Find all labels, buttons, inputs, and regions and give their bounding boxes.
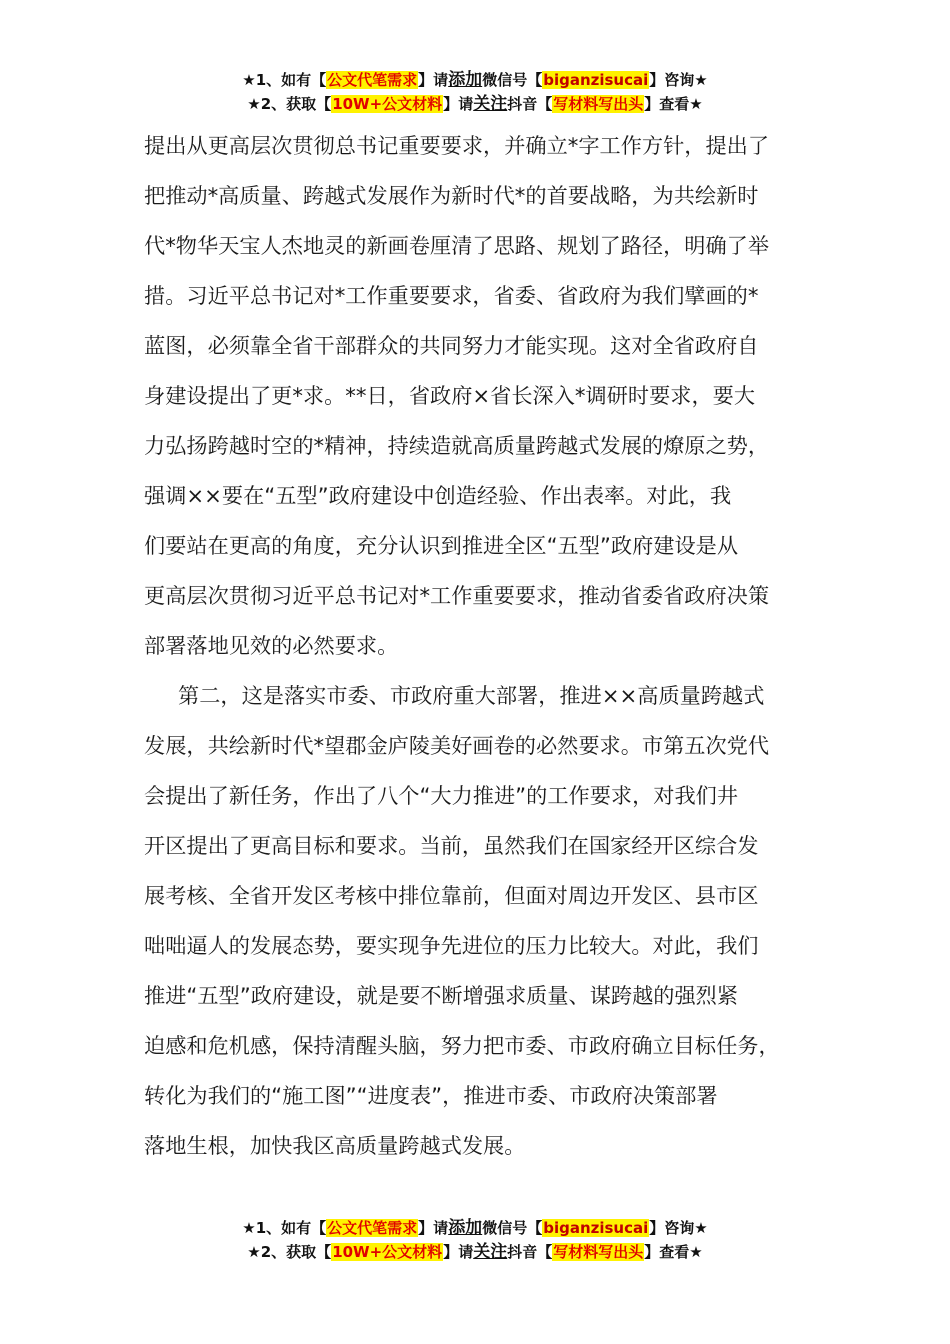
body-line: 把推动*高质量、跨越式发展作为新时代*的首要战略，为共绘新时 xyxy=(144,183,759,208)
banner-text: 】请 xyxy=(443,1243,474,1261)
banner-text: 抖音【 xyxy=(507,95,553,113)
body-line: 推进“五型”政府建设，就是要不断增强求质量、谋跨越的强烈紧 xyxy=(144,983,739,1008)
banner-line-1 xyxy=(0,1216,950,1240)
body-line: 身建设提出了更*求。**日，省政府×省长深入*调研时要求，要大 xyxy=(144,383,756,408)
banner-text: 】查看★ xyxy=(644,95,703,113)
body-line: 代*物华天宝人杰地灵的新画卷厘清了思路、规划了路径，明确了举 xyxy=(144,233,770,258)
banner-line-1 xyxy=(0,68,950,92)
body-line: 展考核、全省开发区考核中排位靠前，但面对周边开发区、县市区 xyxy=(144,883,759,908)
banner-text: 微信号【 xyxy=(482,71,543,89)
body-line: 发展，共绘新时代*望郡金庐陵美好画卷的必然要求。市第五次党代 xyxy=(144,733,770,758)
banner-text: ★1、如有【 xyxy=(242,1219,327,1237)
body-line: 强调××要在“五型”政府建设中创造经验、作出表率。对此，我 xyxy=(144,483,732,508)
banner-highlight: 公文代笔需求 xyxy=(327,1219,418,1237)
body-line: 措。习近平总书记对*工作重要要求，省委、省政府为我们擘画的* xyxy=(144,283,759,308)
body-line: 提出从更高层次贯彻总书记重要要求，并确立*字工作方针，提出了 xyxy=(144,133,770,158)
banner-text: ★2、获取【 xyxy=(247,95,332,113)
banner-text: 】请 xyxy=(418,71,449,89)
banner-emphasis: 关注 xyxy=(473,1242,508,1262)
banner-line-2 xyxy=(0,1240,950,1264)
body-line: 转化为我们的“施工图”“进度表”，推进市委、市政府决策部署 xyxy=(144,1083,718,1108)
body-line: 迫感和危机感，保持清醒头脑，努力把市委、市政府确立目标任务， xyxy=(144,1033,780,1058)
banner-emphasis: 添加 xyxy=(448,1218,483,1238)
banner-highlight: biganzisucai xyxy=(543,71,649,89)
banner-highlight: 10W+公文材料 xyxy=(332,1243,443,1261)
banner-text: 】查看★ xyxy=(644,1243,703,1261)
banner-highlight: 10W+公文材料 xyxy=(332,95,443,113)
body-line: 更高层次贯彻习近平总书记对*工作重要要求，推动省委省政府决策 xyxy=(144,583,770,608)
paragraph-start-line: 第二，这是落实市委、市政府重大部署，推进××高质量跨越式 xyxy=(178,683,765,708)
banner-highlight: 公文代笔需求 xyxy=(327,71,418,89)
banner-text: 】请 xyxy=(443,95,474,113)
body-line: 开区提出了更高目标和要求。当前，虽然我们在国家经开区综合发 xyxy=(144,833,759,858)
body-line: 力弘扬跨越时空的*精神，持续造就高质量跨越式发展的燎原之势， xyxy=(144,433,770,458)
banner-text: 抖音【 xyxy=(507,1243,553,1261)
banner-text: ★1、如有【 xyxy=(242,71,327,89)
banner-highlight: biganzisucai xyxy=(543,1219,649,1237)
body-line: 咄咄逼人的发展态势，要实现争先进位的压力比较大。对此，我们 xyxy=(144,933,759,958)
banner-highlight: 写材料写出头 xyxy=(553,95,644,113)
banner-text: 】请 xyxy=(418,1219,449,1237)
body-line: 会提出了新任务，作出了八个“大力推进”的工作要求，对我们井 xyxy=(144,783,739,808)
banner-highlight: 写材料写出头 xyxy=(553,1243,644,1261)
banner-text: 微信号【 xyxy=(482,1219,543,1237)
body-line: 们要站在更高的角度，充分认识到推进全区“五型”政府建设是从 xyxy=(144,533,739,558)
body-line: 蓝图，必须靠全省干部群众的共同努力才能实现。这对全省政府自 xyxy=(144,333,759,358)
banner-text: 】咨询★ xyxy=(649,71,708,89)
header-banner xyxy=(0,68,950,116)
footer-banner xyxy=(0,1216,950,1264)
banner-emphasis: 关注 xyxy=(473,94,508,114)
banner-text: 】咨询★ xyxy=(649,1219,708,1237)
body-line: 落地生根，加快我区高质量跨越式发展。 xyxy=(144,1133,526,1158)
body-line: 部署落地见效的必然要求。 xyxy=(144,633,399,658)
document-body xyxy=(144,121,834,1171)
banner-line-2 xyxy=(0,92,950,116)
banner-text: ★2、获取【 xyxy=(247,1243,332,1261)
banner-emphasis: 添加 xyxy=(448,70,483,90)
